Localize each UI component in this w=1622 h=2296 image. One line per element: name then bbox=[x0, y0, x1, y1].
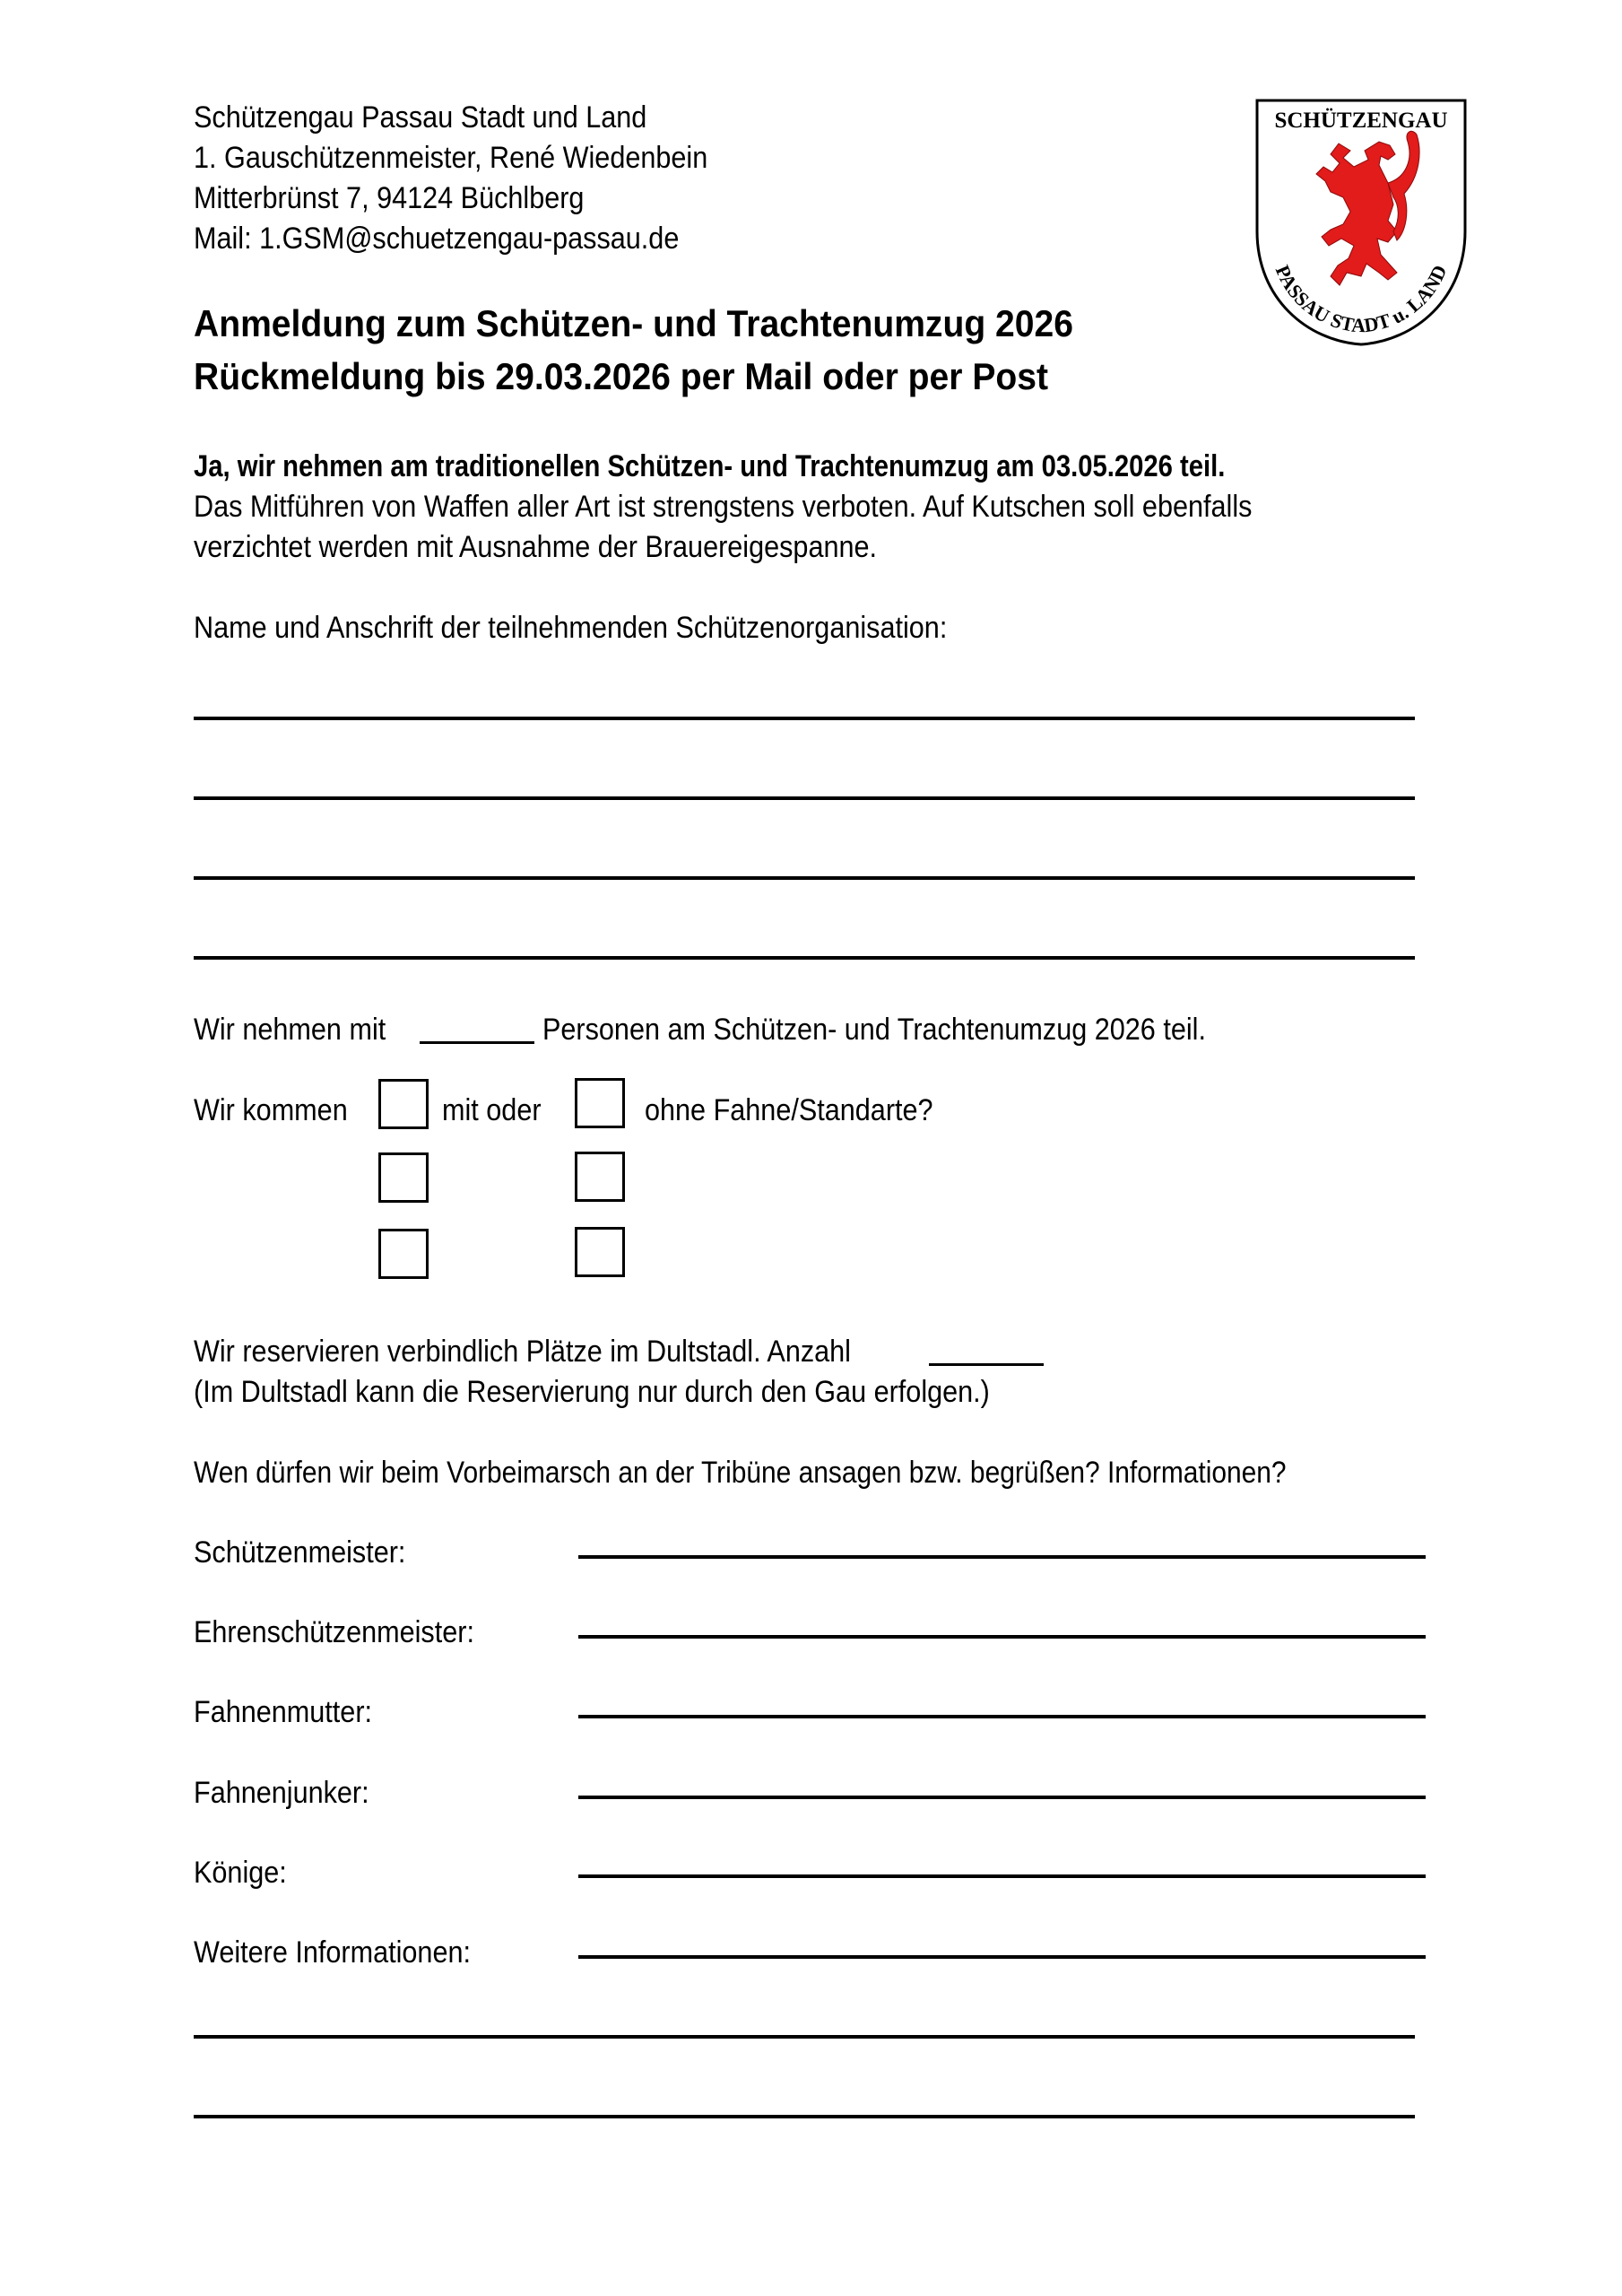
participants-count-blank[interactable] bbox=[420, 1041, 534, 1044]
field-line-fahnenmutter[interactable] bbox=[578, 1715, 1426, 1718]
field-label-koenige: Könige: bbox=[194, 1856, 287, 1890]
weapons-notice-line1: Das Mitführen von Waffen aller Art ist strengstens verboten. Auf Kutschen soll ebenfalls bbox=[194, 490, 1253, 524]
field-line-fahnenjunker[interactable] bbox=[578, 1796, 1426, 1799]
page-title: Anmeldung zum Schützen- und Trachtenumzug 2026 bbox=[194, 302, 1073, 344]
participants-prefix: Wir nehmen mit bbox=[194, 1013, 386, 1047]
with-flag-checkbox-2[interactable] bbox=[378, 1152, 429, 1203]
organisation-line-2[interactable] bbox=[194, 796, 1415, 800]
without-flag-checkbox-3[interactable] bbox=[575, 1227, 625, 1277]
response-deadline: Rückmeldung bis 29.03.2026 per Mail oder per Post bbox=[194, 355, 1048, 397]
sender-address: Mitterbrünst 7, 94124 Büchlberg bbox=[194, 181, 585, 215]
extra-info-line-2[interactable] bbox=[194, 2115, 1415, 2118]
field-label-fahnenmutter: Fahnenmutter: bbox=[194, 1695, 373, 1729]
reservation-note: (Im Dultstadl kann die Reservierung nur durch den Gau erfolgen.) bbox=[194, 1375, 990, 1409]
field-label-weitere-informationen: Weitere Informationen: bbox=[194, 1935, 471, 1970]
field-line-ehrenschuetzenmeister[interactable] bbox=[578, 1635, 1426, 1639]
extra-info-line-1[interactable] bbox=[194, 2035, 1415, 2039]
logo-bottom-text: PASSAU STADT u. LAND bbox=[1271, 261, 1452, 337]
field-line-schuetzenmeister[interactable] bbox=[578, 1555, 1426, 1559]
participation-statement: Ja, wir nehmen am traditionellen Schützen- und Trachtenumzug am 03.05.2026 teil. bbox=[194, 449, 1226, 483]
with-flag-checkbox-3[interactable] bbox=[378, 1229, 429, 1279]
logo-top-text: SCHÜTZENGAU bbox=[1274, 109, 1448, 133]
field-label-schuetzenmeister: Schützenmeister: bbox=[194, 1535, 406, 1570]
field-line-koenige[interactable] bbox=[578, 1874, 1426, 1878]
sender-name: Schützengau Passau Stadt und Land bbox=[194, 100, 647, 135]
schuetzengau-crest-logo bbox=[1253, 97, 1469, 348]
organisation-label: Name und Anschrift der teilnehmenden Schützenorganisation: bbox=[194, 611, 948, 645]
flag-without-label: ohne Fahne/Standarte? bbox=[645, 1093, 933, 1127]
flag-prefix: Wir kommen bbox=[194, 1093, 348, 1127]
flag-with-label: mit oder bbox=[442, 1093, 542, 1127]
organisation-line-1[interactable] bbox=[194, 717, 1415, 720]
without-flag-checkbox-1[interactable] bbox=[575, 1078, 625, 1128]
field-label-ehrenschuetzenmeister: Ehrenschützenmeister: bbox=[194, 1615, 474, 1649]
weapons-notice-line2: verzichtet werden mit Ausnahme der Brauereigespanne. bbox=[194, 530, 878, 564]
sender-email: Mail: 1.GSM@schuetzengau-passau.de bbox=[194, 222, 680, 256]
sender-role: 1. Gauschützenmeister, René Wiedenbein bbox=[194, 141, 708, 175]
reservation-text: Wir reservieren verbindlich Plätze im Dultstadl. Anzahl bbox=[194, 1335, 851, 1369]
reservation-count-blank[interactable] bbox=[929, 1363, 1044, 1366]
without-flag-checkbox-2[interactable] bbox=[575, 1152, 625, 1202]
field-label-fahnenjunker: Fahnenjunker: bbox=[194, 1776, 369, 1810]
organisation-line-3[interactable] bbox=[194, 876, 1415, 880]
with-flag-checkbox-1[interactable] bbox=[378, 1079, 429, 1129]
organisation-line-4[interactable] bbox=[194, 956, 1415, 960]
announce-question: Wen dürfen wir beim Vorbeimarsch an der Tribüne ansagen bzw. begrüßen? Informationen? bbox=[194, 1456, 1287, 1490]
participants-suffix: Personen am Schützen- und Trachtenumzug 2026 teil. bbox=[542, 1013, 1206, 1047]
field-line-weitere-informationen[interactable] bbox=[578, 1955, 1426, 1959]
